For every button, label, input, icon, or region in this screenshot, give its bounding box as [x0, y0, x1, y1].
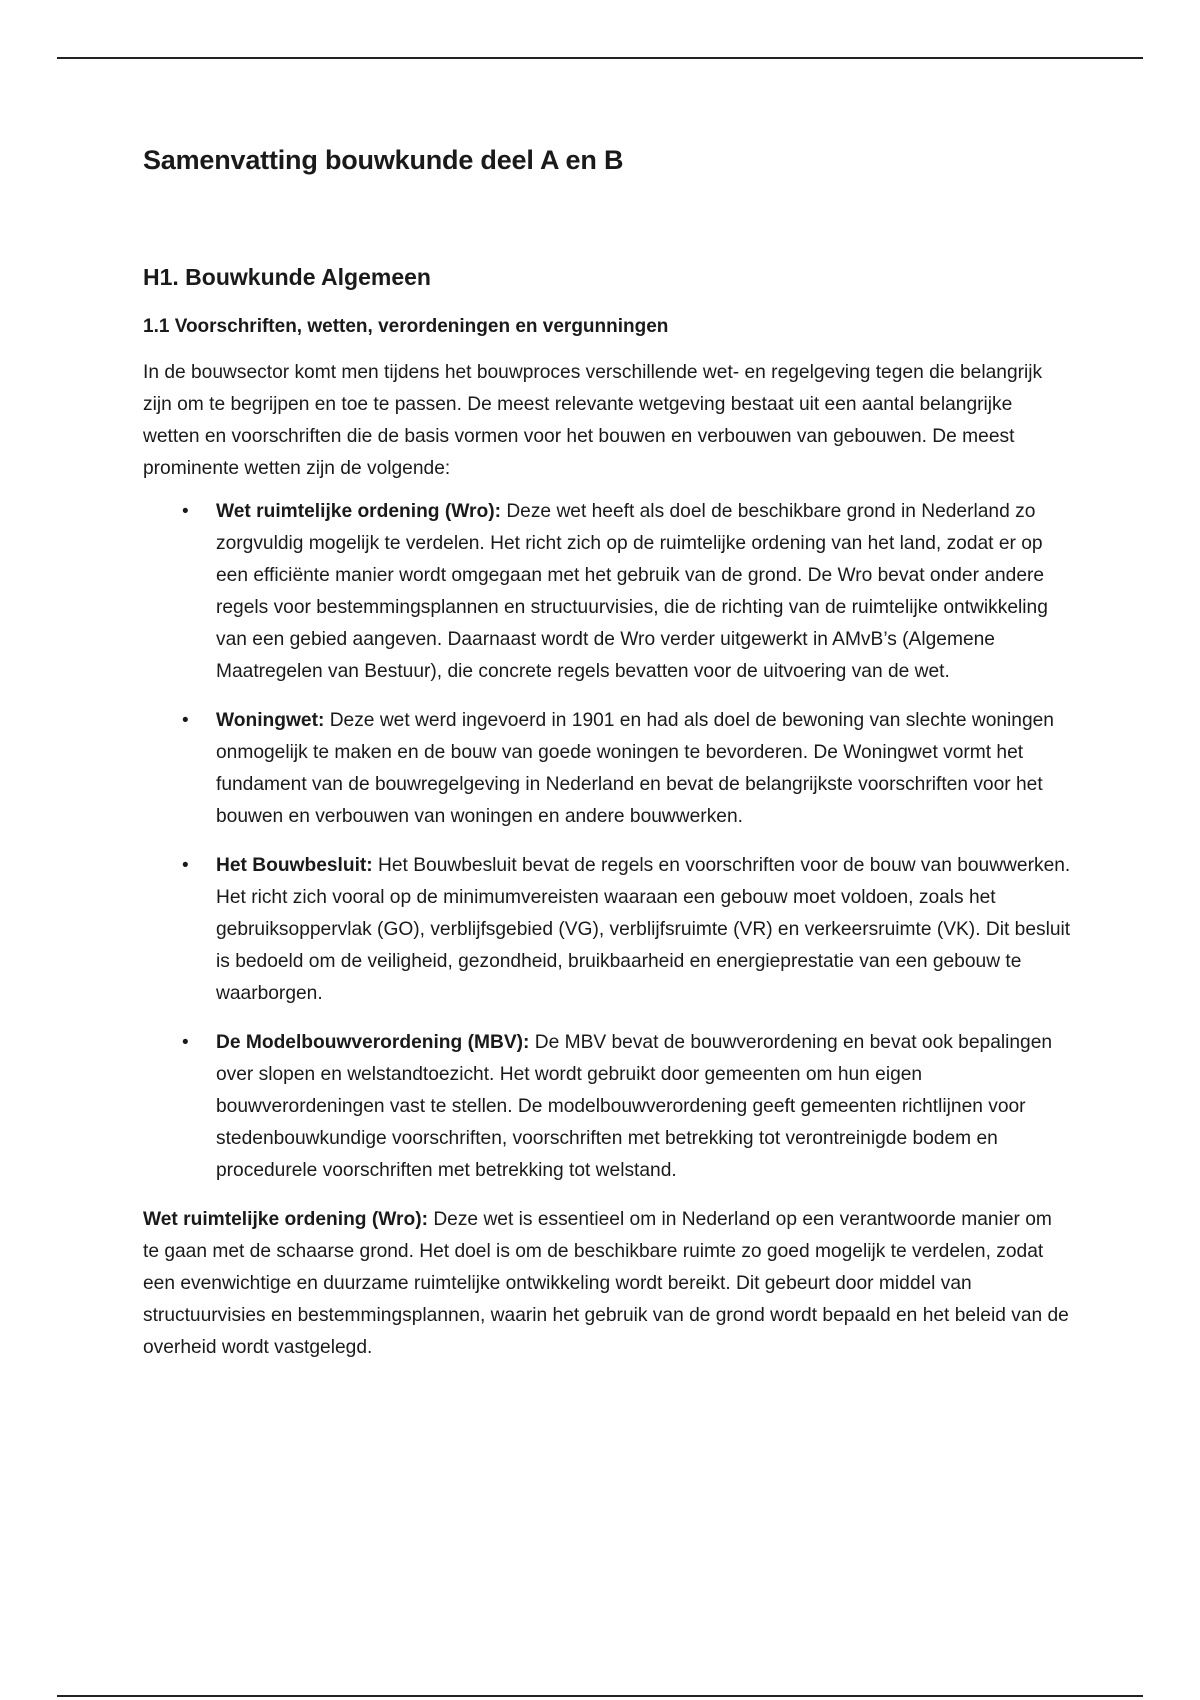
- list-item-wro: [143, 496, 1073, 688]
- document-page: [143, 140, 1073, 1364]
- list-item-term: De Modelbouwverordening (MBV):: [216, 1032, 530, 1053]
- list-item-term: Woningwet:: [216, 710, 325, 731]
- list-item-woningwet: [143, 705, 1073, 833]
- top-divider: [57, 57, 1143, 59]
- bullet-icon: •: [182, 501, 189, 522]
- law-list: [143, 496, 1073, 1187]
- list-item-text: Deze wet heeft als doel de beschikbare grond in Nederland zo zorgvuldig mogelijk te verdelen. Het richt zich op de ruimtelijke ordening van het land, zodat er op een efficiënte manier wordt omgegaan met het gebruik van de grond. De Wro bevat onder andere regels voor bestemmingsplannen en structuurvisies, die de richting van de ruimtelijke ontwikkeling van een gebied aangeven. Daarnaast wordt de Wro verder uitgewerkt in AMvB’s (Algemene Maatregelen van Bestuur), die concrete regels bevatten voor de uitvoering van de wet.: [216, 501, 1048, 682]
- closing-paragraph: [143, 1204, 1073, 1364]
- list-item-text: Deze wet werd ingevoerd in 1901 en had als doel de bewoning van slechte woningen onmogelijk te maken en de bouw van goede woningen te bevorderen. De Woningwet vormt het fundament van de bouwregelgeving in Nederland en bevat de belangrijkste voorschriften voor het bouwen en verbouwen van woningen en andere bouwwerken.: [216, 710, 1054, 827]
- bullet-icon: •: [182, 710, 189, 731]
- chapter-heading: H1. Bouwkunde Algemeen: [143, 264, 431, 290]
- closing-text: Deze wet is essentieel om in Nederland op een verantwoorde manier om te gaan met de schaarse grond. Het doel is om de beschikbare ruimte zo goed mogelijk te verdelen, zodat een evenwichtige en duurzame ruimtelijke ontwikkeling wordt bereikt. Dit gebeurt door middel van structuurvisies en bestemmingsplannen, waarin het gebruik van de grond wordt bepaald en het beleid van de overheid wordt vastgelegd.: [143, 1209, 1069, 1358]
- list-item-term: Wet ruimtelijke ordening (Wro):: [216, 501, 501, 522]
- closing-term: Wet ruimtelijke ordening (Wro):: [143, 1209, 428, 1230]
- list-item-bouwbesluit: [143, 850, 1073, 1010]
- bullet-icon: •: [182, 1032, 189, 1053]
- bullet-icon: •: [182, 855, 189, 876]
- section-heading: 1.1 Voorschriften, wetten, verordeningen en vergunningen: [143, 316, 669, 337]
- list-item-text: De MBV bevat de bouwverordening en bevat ook bepalingen over slopen en welstandtoezicht. Het wordt gebruikt door gemeenten om hun eigen bouwverordeningen vast te stellen. De modelbouwverordening geeft gemeenten richtlijnen voor stedenbouwkundige voorschriften, voorschriften met betrekking tot verontreinigde bodem en procedurele voorschriften met betrekking tot welstand.: [216, 1032, 1053, 1181]
- intro-paragraph: In de bouwsector komt men tijdens het bouwproces verschillende wet- en regelgeving tegen die belangrijk zijn om te begrijpen en toe te passen. De meest relevante wetgeving bestaat uit een aantal belangrijke wetten en voorschriften die de basis vormen voor het bouwen en verbouwen van gebouwen. De meest prominente wetten zijn de volgende:: [143, 362, 1043, 479]
- list-item-term: Het Bouwbesluit:: [216, 855, 373, 876]
- bottom-divider: [57, 1695, 1143, 1697]
- list-item-mbv: [143, 1027, 1073, 1187]
- list-item-text: Het Bouwbesluit bevat de regels en voorschriften voor de bouw van bouwwerken. Het richt zich vooral op de minimumvereisten waaraan een gebouw moet voldoen, zoals het gebruiksoppervlak (GO), verblijfsgebied (VG), verblijfsruimte (VR) en verkeersruimte (VK). Dit besluit is bedoeld om de veiligheid, gezondheid, bruikbaarheid en energieprestatie van een gebouw te waarborgen.: [216, 855, 1071, 1004]
- document-title: Samenvatting bouwkunde deel A en B: [143, 145, 624, 175]
